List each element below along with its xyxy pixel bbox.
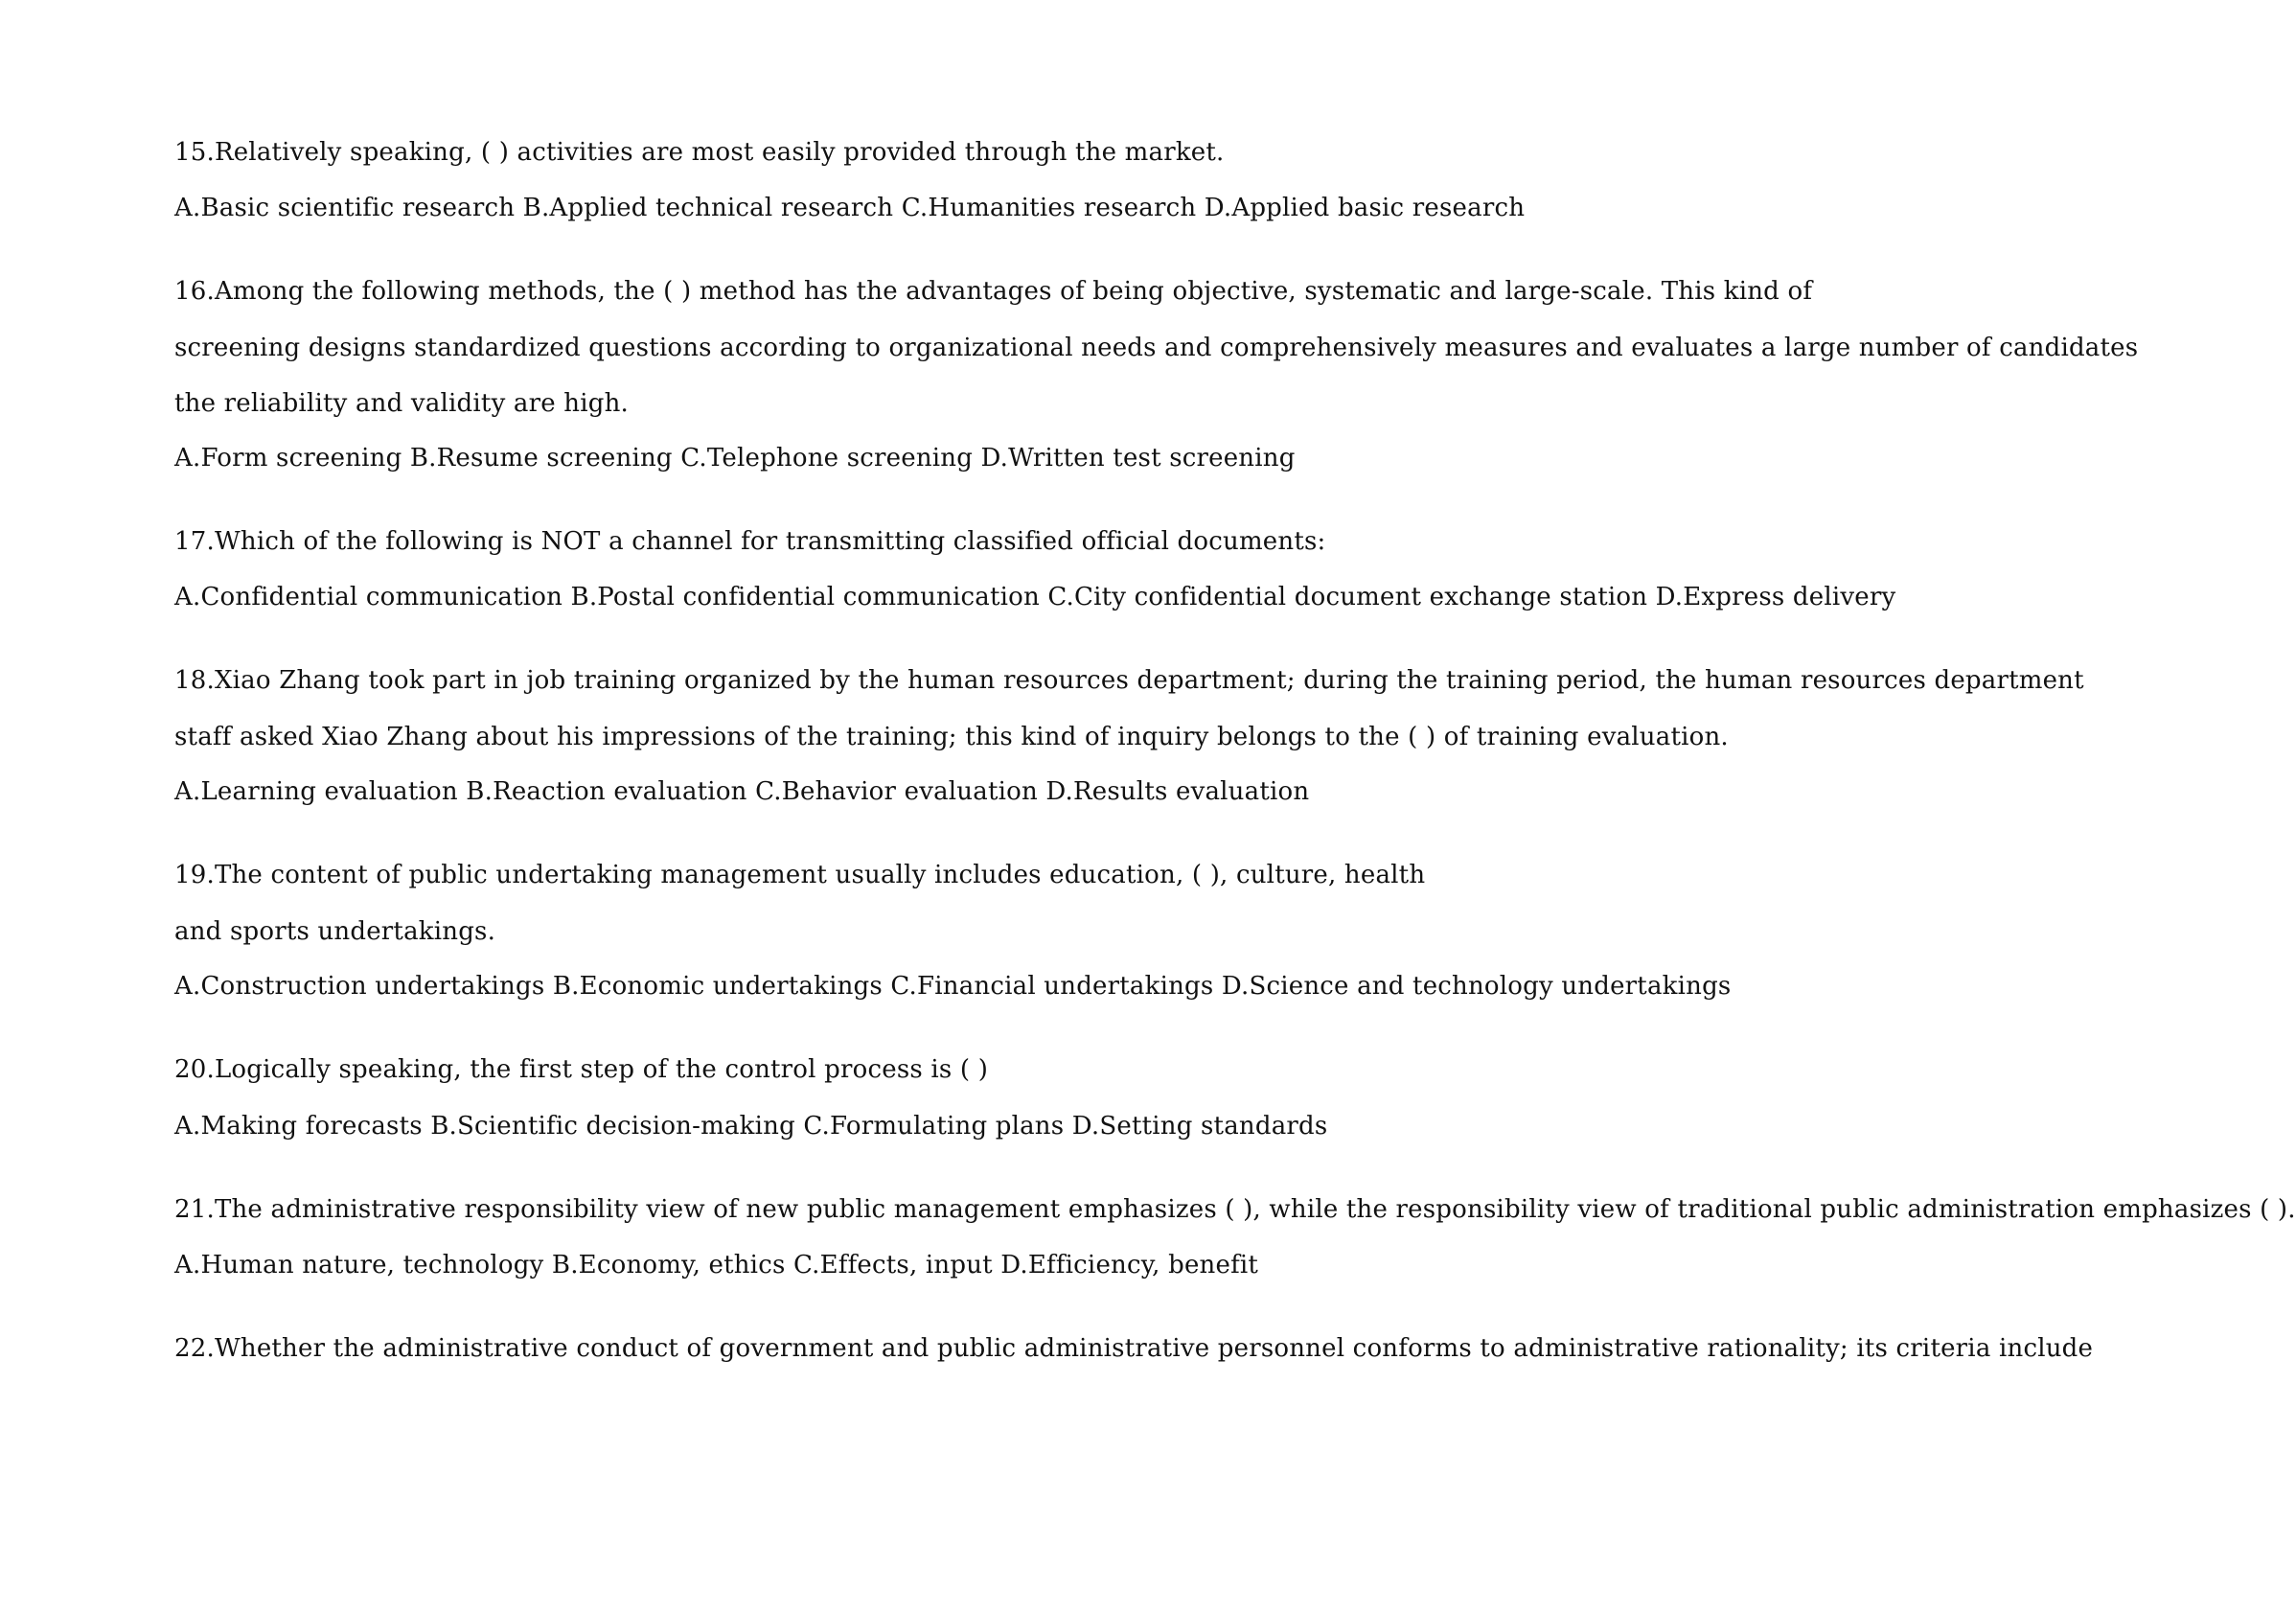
question-21-text: 21.The administrative responsibility view of new public management emphasizes ( ), while the responsibility view of traditional public administration emphasizes ( ). [174, 1195, 2296, 1224]
question-16-text-line-3: the reliability and validity are high. [174, 389, 630, 418]
question-18-options: A.Learning evaluation B.Reaction evaluation C.Behavior evaluation D.Results evaluation [174, 777, 1310, 806]
question-20-options: A.Making forecasts B.Scientific decision-making C.Formulating plans D.Setting standards [174, 1112, 1328, 1141]
question-15-text: 15.Relatively speaking, ( ) activities are most easily provided through the market. [174, 138, 1225, 167]
question-19-options: A.Construction undertakings B.Economic undertakings C.Financial undertakings D.Science and technology undertakings [174, 972, 1732, 1001]
question-17-text: 17.Which of the following is NOT a channel for transmitting classified official documents: [174, 527, 1326, 556]
question-18-text-line-1: 18.Xiao Zhang took part in job training organized by the human resources department; during the training period, the human resources department [174, 666, 2084, 695]
question-20-text: 20.Logically speaking, the first step of the control process is ( ) [174, 1055, 989, 1084]
question-17-options: A.Confidential communication B.Postal confidential communication C.City confidential document exchange station D.Express delivery [174, 583, 1896, 611]
question-16-text-line-1: 16.Among the following methods, the ( ) method has the advantages of being objective, systematic and large-scale. This kind of [174, 277, 1813, 306]
question-19-text-line-1: 19.The content of public undertaking management usually includes education, ( ), culture, health [174, 861, 1426, 889]
question-21-options: A.Human nature, technology B.Economy, ethics C.Effects, input D.Efficiency, benefit [174, 1251, 1259, 1280]
question-19-text-line-2: and sports undertakings. [174, 917, 496, 946]
question-16-options: A.Form screening B.Resume screening C.Telephone screening D.Written test screening [174, 444, 1296, 473]
question-16-text-line-2: screening designs standardized questions according to organizational needs and comprehensively measures and evaluates a large number of candidates [174, 334, 2139, 362]
question-15-options: A.Basic scientific research B.Applied technical research C.Humanities research D.Applied basic research [174, 194, 1526, 222]
question-22-text: 22.Whether the administrative conduct of government and public administrative personnel conforms to administrative rationality; its criteria include [174, 1334, 2094, 1363]
question-18-text-line-2: staff asked Xiao Zhang about his impressions of the training; this kind of inquiry belongs to the ( ) of training evaluation. [174, 723, 1729, 751]
